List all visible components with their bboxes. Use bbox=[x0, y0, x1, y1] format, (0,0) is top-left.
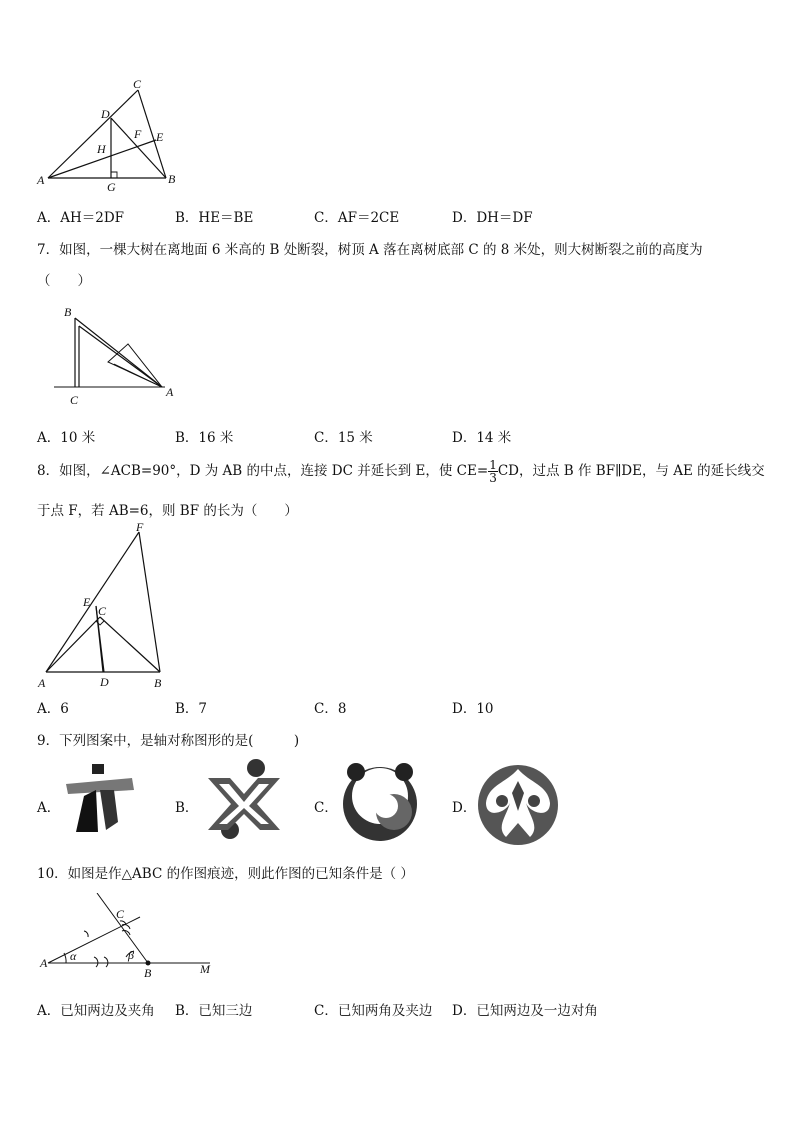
q6-figure bbox=[30, 78, 190, 196]
q10-question: 10．如图是作△ABC 的作图痕迹，则此作图的已知条件是（ ） bbox=[37, 866, 414, 882]
q7-answer-paren: （ ） bbox=[37, 273, 91, 289]
q8-option-d[interactable]: D．10 bbox=[452, 701, 494, 717]
q8-label-C: C bbox=[98, 604, 107, 618]
q6-label-E: E bbox=[156, 130, 164, 144]
q8-option-b[interactable]: B．7 bbox=[175, 701, 208, 717]
q10-option-b[interactable]: B．已知三边 bbox=[175, 1003, 253, 1019]
q6-option-d[interactable]: D．DH＝DF bbox=[452, 210, 533, 226]
q10-label-alpha: α bbox=[70, 949, 77, 963]
q8-text-part1: 8．如图，∠ACB=90°，D 为 AB 的中点，连接 DC 并延长到 E，使 CE= bbox=[37, 463, 489, 479]
q9-option-d[interactable]: D． bbox=[452, 800, 477, 816]
q9-pattern-d-icon[interactable] bbox=[476, 763, 560, 847]
q6-label-C: C bbox=[133, 78, 142, 91]
q7-label-C: C bbox=[70, 393, 79, 407]
q10-figure bbox=[34, 893, 214, 981]
q7-option-d[interactable]: D．14 米 bbox=[452, 430, 512, 446]
q8-label-A: A bbox=[38, 676, 46, 690]
q9-pattern-b-icon[interactable] bbox=[205, 758, 283, 840]
q6-option-b[interactable]: B．HE＝BE bbox=[175, 210, 254, 226]
q10-option-d[interactable]: D．已知两边及一边对角 bbox=[452, 1003, 598, 1019]
q9-question: 9．下列图案中，是轴对称图形的是( ) bbox=[37, 733, 300, 749]
q7-option-b[interactable]: B．16 米 bbox=[175, 430, 234, 446]
q8-label-F: F bbox=[136, 520, 144, 534]
q6-label-A: A bbox=[37, 173, 45, 187]
q10-label-A: A bbox=[40, 956, 48, 970]
q6-label-F: F bbox=[134, 127, 142, 141]
q10-label-B: B bbox=[144, 966, 152, 980]
q9-pattern-a-icon[interactable] bbox=[62, 760, 138, 840]
q8-frac-num: 1 bbox=[489, 458, 497, 472]
q8-text-part2: CD，过点 B 作 BF∥DE，与 AE 的延长线交 bbox=[497, 463, 765, 479]
q7-option-a[interactable]: A．10 米 bbox=[37, 430, 96, 446]
q7-label-B: B bbox=[64, 305, 72, 319]
q7-label-A: A bbox=[166, 385, 174, 399]
q8-option-a[interactable]: A．6 bbox=[37, 701, 69, 717]
q10-option-c[interactable]: C．已知两角及夹边 bbox=[314, 1003, 433, 1019]
q7-figure bbox=[50, 300, 190, 410]
q9-option-c[interactable]: C． bbox=[314, 800, 338, 816]
q8-question-line2: 于点 F，若 AB=6，则 BF 的长为（ ） bbox=[37, 503, 298, 519]
q8-figure bbox=[32, 520, 182, 692]
q6-label-H: H bbox=[97, 142, 106, 156]
q8-label-E: E bbox=[83, 595, 91, 609]
q8-frac-den: 3 bbox=[489, 471, 497, 485]
q10-option-a[interactable]: A．已知两边及夹角 bbox=[37, 1003, 155, 1019]
q10-label-M: M bbox=[200, 962, 210, 976]
q6-option-c[interactable]: C．AF＝2CE bbox=[314, 210, 400, 226]
q8-fraction bbox=[488, 459, 498, 484]
q6-label-G: G bbox=[107, 180, 116, 194]
q6-label-B: B bbox=[168, 172, 176, 186]
q7-question: 7．如图，一棵大树在离地面 6 米高的 B 处断裂，树顶 A 落在离树底部 C 的 8 米处，则大树断裂之前的高度为 bbox=[37, 242, 703, 258]
q6-option-a[interactable]: A．AH＝2DF bbox=[37, 210, 125, 226]
q6-label-D: D bbox=[101, 107, 110, 121]
q8-label-B: B bbox=[154, 676, 162, 690]
q7-option-c[interactable]: C．15 米 bbox=[314, 430, 373, 446]
q8-label-D: D bbox=[100, 675, 109, 689]
q9-pattern-c-icon[interactable] bbox=[340, 762, 420, 842]
q9-option-b[interactable]: B． bbox=[175, 800, 199, 816]
q9-option-a[interactable]: A． bbox=[37, 800, 61, 816]
q8-option-c[interactable]: C．8 bbox=[314, 701, 347, 717]
q10-label-beta: β bbox=[128, 948, 134, 962]
q8-question-line1 bbox=[37, 456, 765, 486]
q10-label-C: C bbox=[116, 907, 125, 921]
